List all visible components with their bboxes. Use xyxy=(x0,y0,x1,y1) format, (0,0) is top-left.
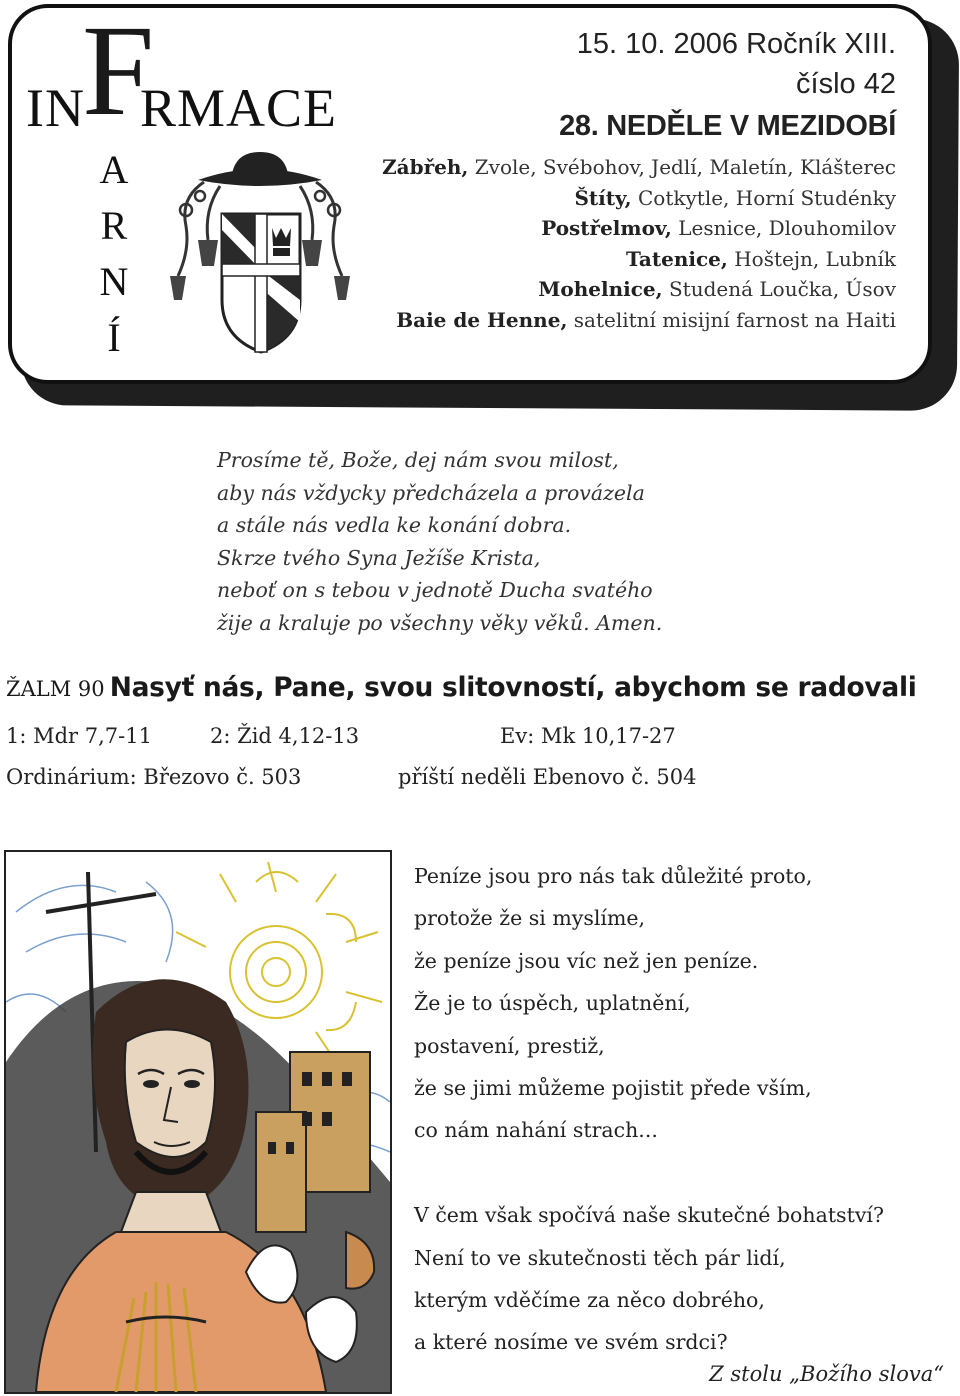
liturgical-sunday: 28. NEDĚLE V MEZIDOBÍ xyxy=(559,110,896,142)
issue-number: číslo 42 xyxy=(796,68,896,100)
parish-line: Zábřeh, Zvole, Svébohov, Jedlí, Maletín, Klášterec xyxy=(382,155,896,179)
meditation-line: co nám nahání strach... xyxy=(414,1118,658,1143)
ordinarium-current: Ordinárium: Březovo č. 503 xyxy=(6,765,302,789)
quote-source: Z stolu „Božího slova“ xyxy=(709,1362,944,1386)
meditation-text xyxy=(414,855,884,1364)
prayer-line: aby nás vždycky předcházela a provázela xyxy=(217,480,645,505)
coat-of-arms-emblem xyxy=(160,150,360,362)
logo-letter-a: A xyxy=(99,147,129,192)
parish-line: Mohelnice, Studená Loučka, Úsov xyxy=(538,277,896,301)
opening-prayer xyxy=(217,444,662,640)
meditation-line: že peníze jsou víc než jen peníze. xyxy=(414,948,759,973)
meditation-line: postavení, prestiž, xyxy=(414,1033,605,1058)
meditation-line: že se jimi můžeme pojistit přede vším, xyxy=(414,1076,812,1101)
meditation-line: protože že si myslíme, xyxy=(414,906,646,931)
parish-line: Tatenice, Hoštejn, Lubník xyxy=(625,246,896,271)
meditation-line: Není to ve skutečnosti těch pár lidí, xyxy=(414,1245,786,1270)
ordinarium-next: příští neděli Ebenovo č. 504 xyxy=(398,765,697,789)
meditation-line: V čem však spočívá naše skutečné bohatství? xyxy=(414,1203,884,1228)
logo-letter-r: R xyxy=(100,203,128,248)
meditation-line: a které nosíme ve svém srdci? xyxy=(414,1330,728,1355)
logo-word-left: IN xyxy=(26,78,85,138)
meditation-line: kterým vděčíme za něco dobrého, xyxy=(414,1288,765,1313)
logo-letter-n: N xyxy=(99,259,129,304)
christ-illustration xyxy=(4,850,392,1394)
issue-date: 15. 10. 2006 Ročník XIII. xyxy=(576,28,896,60)
logo-word-right: RMACE xyxy=(140,78,338,138)
prayer-line: a stále nás vedla ke konání dobra. xyxy=(217,513,572,538)
psalm-label: ŽALM 90 xyxy=(6,677,105,701)
prayer-line: Prosíme tě, Bože, dej nám svou milost, xyxy=(217,448,619,472)
logo-letter-i: Í xyxy=(107,315,121,360)
psalm-response: Nasyť nás, Pane, svou slitovností, abychom se radovali xyxy=(109,672,917,703)
parish-list xyxy=(382,152,896,335)
meditation-spacer xyxy=(414,1152,884,1194)
first-reading: 1: Mdr 7,7-11 xyxy=(6,724,152,748)
prayer-line: žije a kraluje po všechny věky věků. Amen. xyxy=(217,610,663,635)
gospel-reading: Ev: Mk 10,17-27 xyxy=(500,724,676,748)
prayer-line: Skrze tvého Syna Ježíše Krista, xyxy=(217,545,541,570)
parish-line: Postřelmov, Lesnice, Dlouhomilov xyxy=(541,216,896,240)
meditation-line: Peníze jsou pro nás tak důležité proto, xyxy=(414,864,813,888)
meditation-line: Že je to úspěch, uplatnění, xyxy=(414,991,691,1016)
psalm-line xyxy=(6,672,917,703)
prayer-line: neboť on s tebou v jednotě Ducha svatého xyxy=(217,578,653,603)
logo-big-letter: F xyxy=(82,0,155,143)
second-reading: 2: Žid 4,12-13 xyxy=(210,724,360,748)
drawing-of-jesus xyxy=(6,852,390,1392)
parish-line: Baie de Henne, satelitní misijní farnost na Haiti xyxy=(396,307,896,332)
parish-line: Štíty, Cotkytle, Horní Studénky xyxy=(574,185,896,210)
